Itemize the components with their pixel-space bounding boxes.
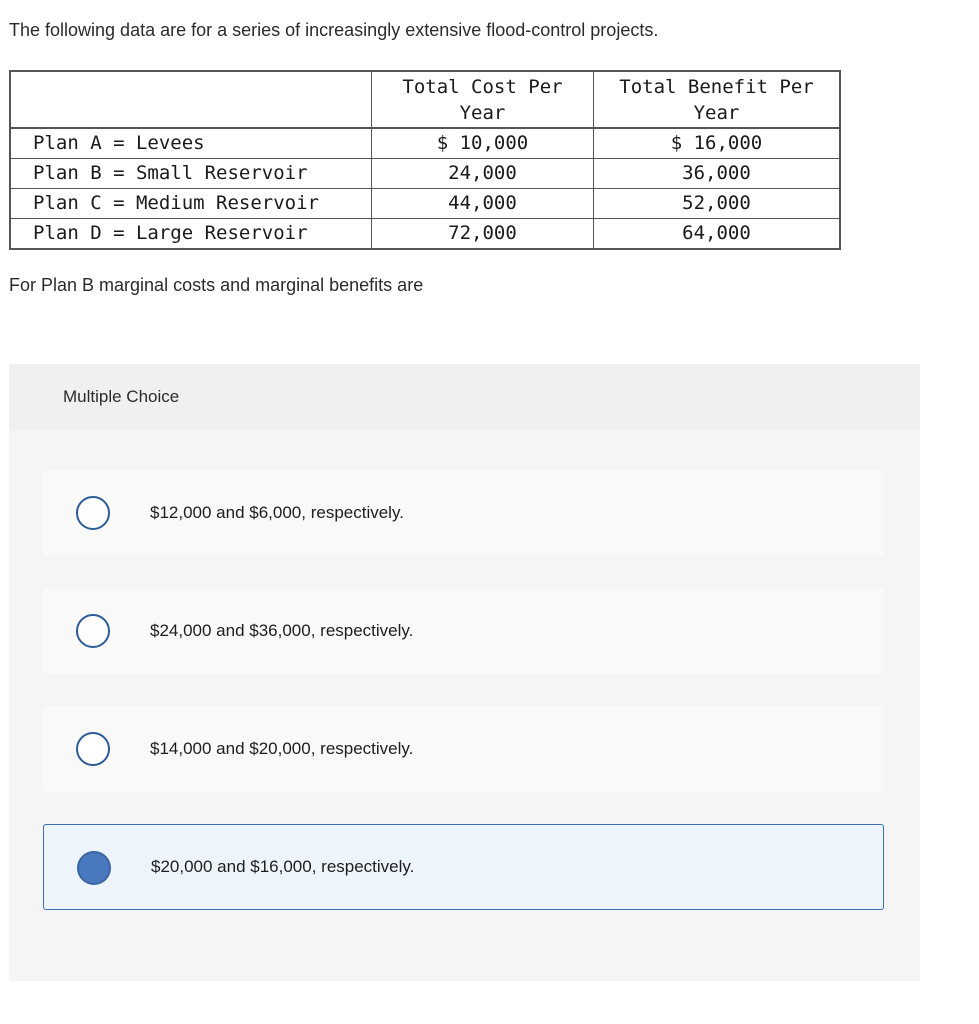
answer-option-2[interactable] <box>43 588 884 674</box>
plan-name: Plan B = Small Reservoir <box>10 159 372 189</box>
question-text: For Plan B marginal costs and marginal benefits are <box>9 275 424 295</box>
header-total-benefit-line1: Total Benefit Per <box>619 75 814 98</box>
answer-option-label[interactable]: $24,000 and $36,000, respectively. <box>150 621 414 640</box>
total-benefit-cell: 52,000 <box>594 189 841 219</box>
answer-option-label[interactable]: $12,000 and $6,000, respectively. <box>150 503 404 522</box>
answer-option-4[interactable] <box>43 824 884 910</box>
multiple-choice-title: Multiple Choice <box>63 387 180 406</box>
plan-name: Plan C = Medium Reservoir <box>10 189 372 219</box>
total-cost-cell: 24,000 <box>372 159 594 189</box>
header-total-benefit-line2: Year <box>693 101 740 124</box>
total-cost-cell: 44,000 <box>372 189 594 219</box>
radio-button[interactable] <box>76 614 110 648</box>
radio-button[interactable] <box>76 496 110 530</box>
table-row <box>10 219 840 250</box>
total-cost-cell: $ 10,000 <box>372 128 594 159</box>
multiple-choice-header <box>9 364 920 430</box>
header-plan <box>10 71 372 128</box>
table-row <box>10 159 840 189</box>
header-total-cost <box>372 71 594 128</box>
total-benefit-cell: 36,000 <box>594 159 841 189</box>
radio-button[interactable] <box>76 732 110 766</box>
total-benefit-cell: 64,000 <box>594 219 841 250</box>
answer-option-label[interactable]: $14,000 and $20,000, respectively. <box>150 739 414 758</box>
answer-option-3[interactable] <box>43 706 884 792</box>
radio-button-selected[interactable] <box>77 851 111 885</box>
flood-control-data-table <box>9 70 841 250</box>
plan-name: Plan D = Large Reservoir <box>10 219 372 250</box>
header-total-cost-line2: Year <box>459 101 506 124</box>
table-header-row <box>10 71 840 128</box>
intro-text: The following data are for a series of increasingly extensive flood-control projects. <box>9 20 659 40</box>
multiple-choice-panel <box>9 364 920 981</box>
total-cost-cell: 72,000 <box>372 219 594 250</box>
table-row <box>10 189 840 219</box>
answer-option-1[interactable] <box>43 470 884 556</box>
table-row <box>10 128 840 159</box>
answer-option-label[interactable]: $20,000 and $16,000, respectively. <box>151 857 415 876</box>
header-total-benefit <box>594 71 841 128</box>
total-benefit-cell: $ 16,000 <box>594 128 841 159</box>
header-total-cost-line1: Total Cost Per <box>402 75 563 98</box>
plan-name: Plan A = Levees <box>10 128 372 159</box>
